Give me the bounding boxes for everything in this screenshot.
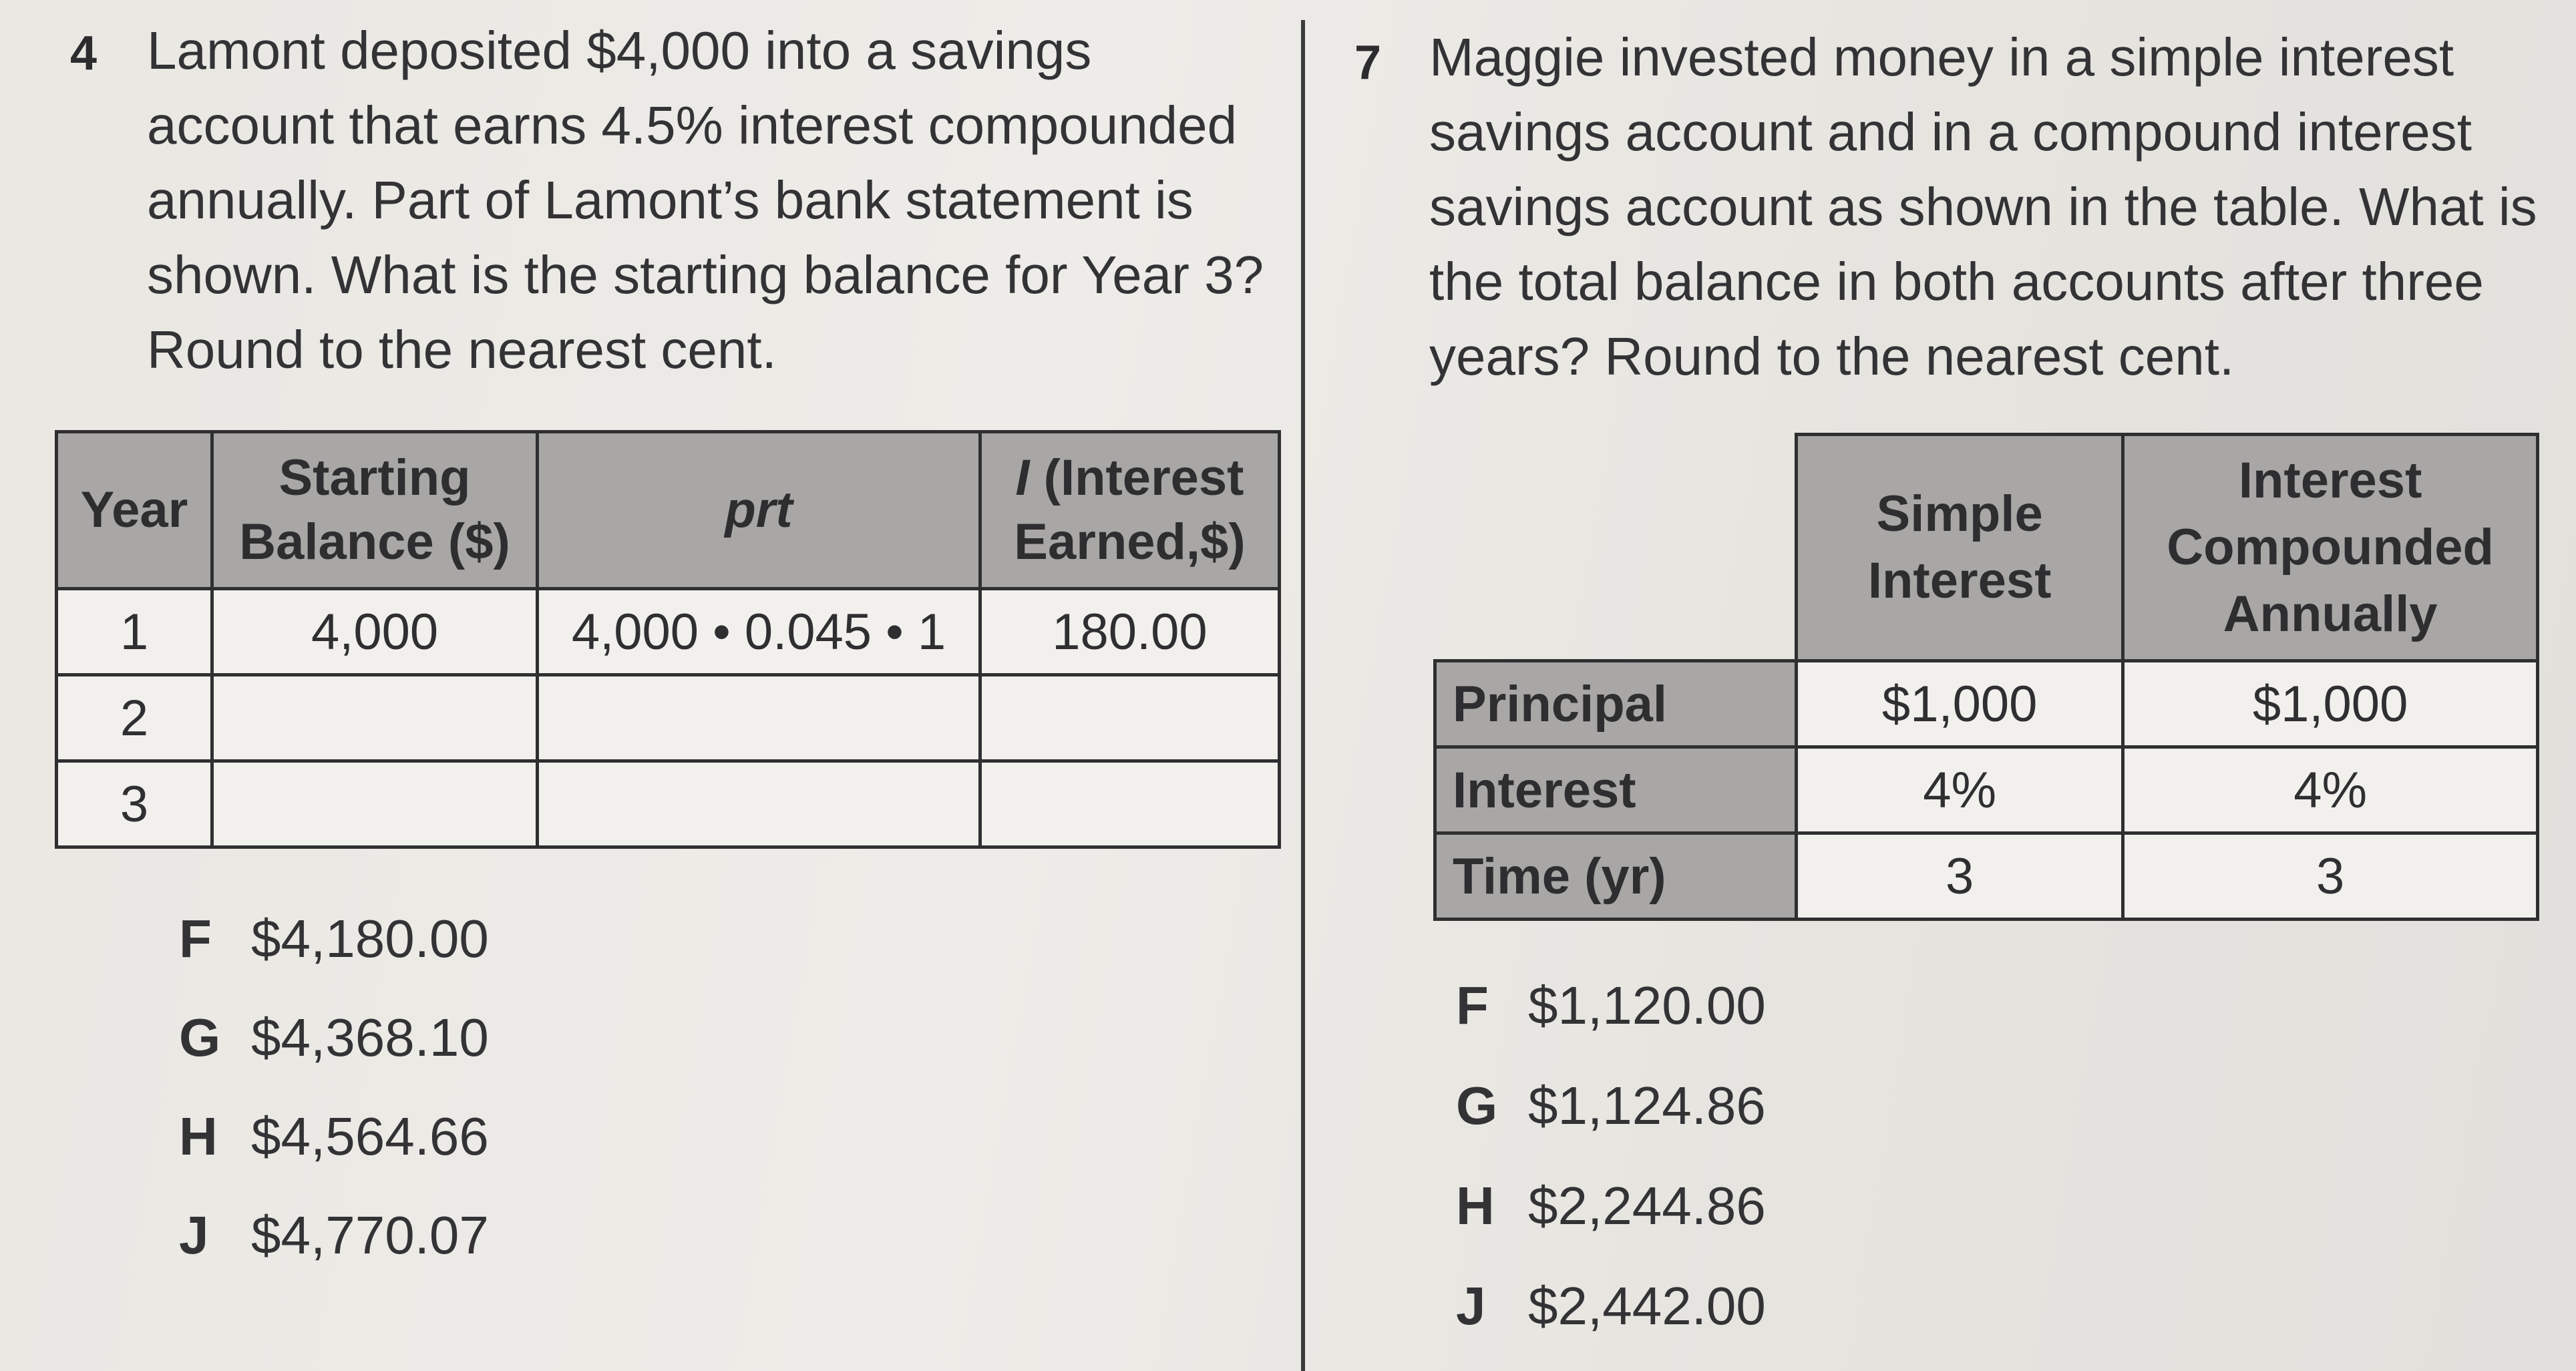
choice-f[interactable] bbox=[1456, 975, 1766, 1036]
choice-value: $2,244.86 bbox=[1528, 1176, 1766, 1235]
cell-year: 1 bbox=[57, 589, 212, 675]
choice-value: $4,564.66 bbox=[251, 1107, 489, 1166]
table-header-row bbox=[1435, 435, 2538, 661]
cell-starting-balance bbox=[212, 675, 537, 761]
choice-letter: H bbox=[1456, 1176, 1495, 1235]
question-7-number: 7 bbox=[1354, 36, 1382, 89]
row-label-principal: Principal bbox=[1435, 661, 1797, 747]
choice-value: $1,124.86 bbox=[1528, 1076, 1766, 1135]
cell-year: 3 bbox=[57, 761, 212, 847]
empty-corner-cell bbox=[1435, 435, 1797, 661]
question-7 bbox=[1354, 20, 2571, 394]
cell-compound: $1,000 bbox=[2123, 661, 2538, 747]
header-starting-balance: Starting Balance ($) bbox=[212, 432, 537, 589]
choice-letter: J bbox=[1456, 1276, 1486, 1336]
choice-value: $1,120.00 bbox=[1528, 976, 1766, 1035]
cell-interest: 180.00 bbox=[980, 589, 1279, 675]
choice-h[interactable] bbox=[1456, 1175, 1766, 1237]
choice-letter: F bbox=[1456, 976, 1489, 1035]
cell-simple: $1,000 bbox=[1797, 661, 2123, 747]
table-header-row bbox=[57, 432, 1280, 589]
table-row bbox=[57, 589, 1280, 675]
header-interest-earned bbox=[980, 432, 1279, 589]
header-simple-interest: Simple Interest bbox=[1797, 435, 2123, 661]
cell-simple: 4% bbox=[1797, 747, 2123, 833]
cell-interest bbox=[980, 675, 1279, 761]
question-4-text: Lamont deposited $4,000 into a savings account that earns 4.5% interest compounded annually. Part of Lamont’s bank statement is shown. What is the starting balance for Year 3? Round to the nearest cent. bbox=[147, 21, 1264, 379]
table-row bbox=[57, 675, 1280, 761]
column-divider bbox=[1301, 20, 1305, 1371]
choice-h[interactable] bbox=[179, 1106, 489, 1167]
choice-g[interactable] bbox=[1456, 1075, 1766, 1137]
header-prt: prt bbox=[538, 432, 980, 589]
choice-j[interactable] bbox=[179, 1205, 489, 1266]
table-row bbox=[57, 761, 1280, 847]
cell-interest bbox=[980, 761, 1279, 847]
choice-letter: J bbox=[179, 1205, 209, 1265]
table-row bbox=[1435, 747, 2538, 833]
header-compound-interest: Interest Compounded Annually bbox=[2123, 435, 2538, 661]
cell-compound: 3 bbox=[2123, 833, 2538, 920]
choice-f[interactable] bbox=[179, 908, 489, 970]
cell-prt bbox=[538, 675, 980, 761]
cell-prt: 4,000 • 0.045 • 1 bbox=[538, 589, 980, 675]
header-interest-label: (Interest Earned,$) bbox=[1014, 449, 1246, 570]
cell-starting-balance: 4,000 bbox=[212, 589, 537, 675]
choice-value: $4,770.07 bbox=[251, 1205, 489, 1265]
table-row bbox=[1435, 661, 2538, 747]
choice-value: $2,442.00 bbox=[1528, 1276, 1766, 1336]
header-interest-symbol: I bbox=[1015, 449, 1030, 506]
cell-simple: 3 bbox=[1797, 833, 2123, 920]
question-4-number: 4 bbox=[70, 27, 98, 80]
choice-letter: F bbox=[179, 909, 212, 968]
choice-value: $4,180.00 bbox=[251, 909, 489, 968]
row-label-time: Time (yr) bbox=[1435, 833, 1797, 920]
header-year: Year bbox=[57, 432, 212, 589]
cell-compound: 4% bbox=[2123, 747, 2538, 833]
choice-letter: G bbox=[1456, 1076, 1498, 1135]
choice-g[interactable] bbox=[179, 1007, 489, 1068]
choice-j[interactable] bbox=[1456, 1276, 1766, 1337]
cell-prt bbox=[538, 761, 980, 847]
question-7-text: Maggie invested money in a simple interest savings account and in a compound interest savings account as shown in the table. What is the total balance in both accounts after three years? Round to the nearest cent. bbox=[1429, 27, 2537, 386]
choice-value: $4,368.10 bbox=[251, 1008, 489, 1067]
choice-letter: H bbox=[179, 1107, 218, 1166]
cell-year: 2 bbox=[57, 675, 212, 761]
cell-starting-balance bbox=[212, 761, 537, 847]
choice-letter: G bbox=[179, 1008, 221, 1067]
question-4 bbox=[70, 13, 1282, 387]
row-label-interest: Interest bbox=[1435, 747, 1797, 833]
maggie-investment-table bbox=[1433, 433, 2539, 921]
table-row bbox=[1435, 833, 2538, 920]
lamont-bank-statement-table bbox=[55, 430, 1281, 849]
